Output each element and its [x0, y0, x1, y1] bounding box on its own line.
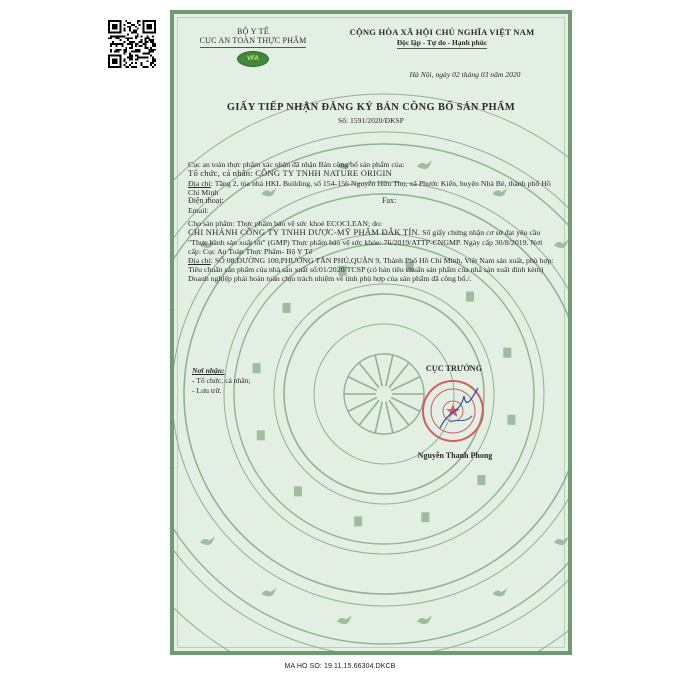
document-title: GIẤY TIẾP NHẬN ĐĂNG KÝ BẢN CÔNG BỐ SẢN PHẨM	[226, 102, 516, 113]
document-number: Số: 1591/2020/ĐKSP	[337, 116, 405, 125]
email-label: Email:	[188, 206, 209, 216]
responsibility-statement: Doanh nghiệp phải hoàn toàn chịu trách nhiệm về tính phù hợp của sản phẩm đã công bố./.	[188, 274, 472, 284]
agency-name: CỤC AN TOÀN THỰC PHẨM	[200, 37, 307, 48]
vfa-logo: VFA	[237, 51, 269, 67]
phone-label: Điện thoại:	[188, 196, 224, 206]
signer-title: CỤC TRƯỞNG	[425, 364, 483, 373]
recipient-item: - Tổ chức, cá nhân;	[192, 375, 251, 385]
document-body	[188, 160, 554, 283]
manufacturer-info: CHI NHÁNH CÔNG TY TNHH DƯỢC-MỸ PHẨM ĐẮK TÍN. Số giấy chứng nhận cơ sở đạt yêu cầu "Thực hành sản xuất tốt" (GMP) Thực phẩm bảo vệ sức khỏe: 76/2019/ATTP-CNGMP. Ngày cấp 30/8/2019. Nơi cấp: Cục An Toàn Thực Phẩm- Bộ Y Tế	[188, 227, 543, 257]
country-name: CỘNG HÒA XÃ HỘI CHỦ NGHĨA VIỆT NAM	[349, 27, 535, 37]
organization-line: Tổ chức, cá nhân: CÔNG TY TNHH NATURE ORIGIN	[188, 168, 393, 179]
qr-code	[108, 20, 156, 68]
issue-date: Hà Nội, ngày 02 tháng 03 năm 2020	[409, 70, 521, 79]
product-line: Cho sản phẩm: Thực phẩm bảo vệ sức khoẻ ECOCLEAN; do:	[188, 219, 383, 229]
recipients-block	[192, 366, 332, 396]
certificate-sheet	[170, 10, 572, 655]
contact-row	[188, 197, 554, 206]
national-motto: Độc lập - Tự do - Hạnh phúc	[397, 39, 487, 49]
official-seal-stamp	[420, 378, 486, 444]
fax-label: Fax:	[382, 196, 397, 206]
product-standard: Tiêu chuẩn sản phẩm của nhà sản xuất số:01/2020/TCSP (có bản tiêu chuẩn sản phẩm của nhà sản xuất đính kèm)	[188, 265, 544, 275]
intro-text: Cục an toàn thực phẩm xác nhận đã nhận Bản công bố sản phẩm của:	[188, 160, 405, 169]
ministry-name: BỘ Y TẾ	[236, 27, 270, 36]
recipient-item: - Lưu trữ.	[192, 385, 222, 395]
certificate-content	[174, 14, 568, 651]
organization-address: Địa chỉ: Tầng 2, tòa nhà HKL Building, số 154-156 Nguyễn Hữu Thọ, xã Phước Kiển, huyện Nhà Bè, thành phố Hồ Chí Minh	[188, 179, 551, 198]
manufacturer-address: Địa chỉ: SỐ 08,ĐƯỜNG 100,PHƯỜNG TÂN PHÚ,QUẬN 9, Thành Phố Hồ Chí Minh, Việt Nam sản xuất, phù hợp:	[188, 256, 554, 266]
signer-name: Nguyễn Thanh Phong	[417, 451, 493, 460]
file-number: MA HO SO: 19.11.15.66304.DKCB	[284, 663, 396, 670]
issuer-block	[184, 28, 322, 67]
national-header	[322, 28, 562, 49]
recipients-heading: Nơi nhận:	[192, 366, 225, 375]
